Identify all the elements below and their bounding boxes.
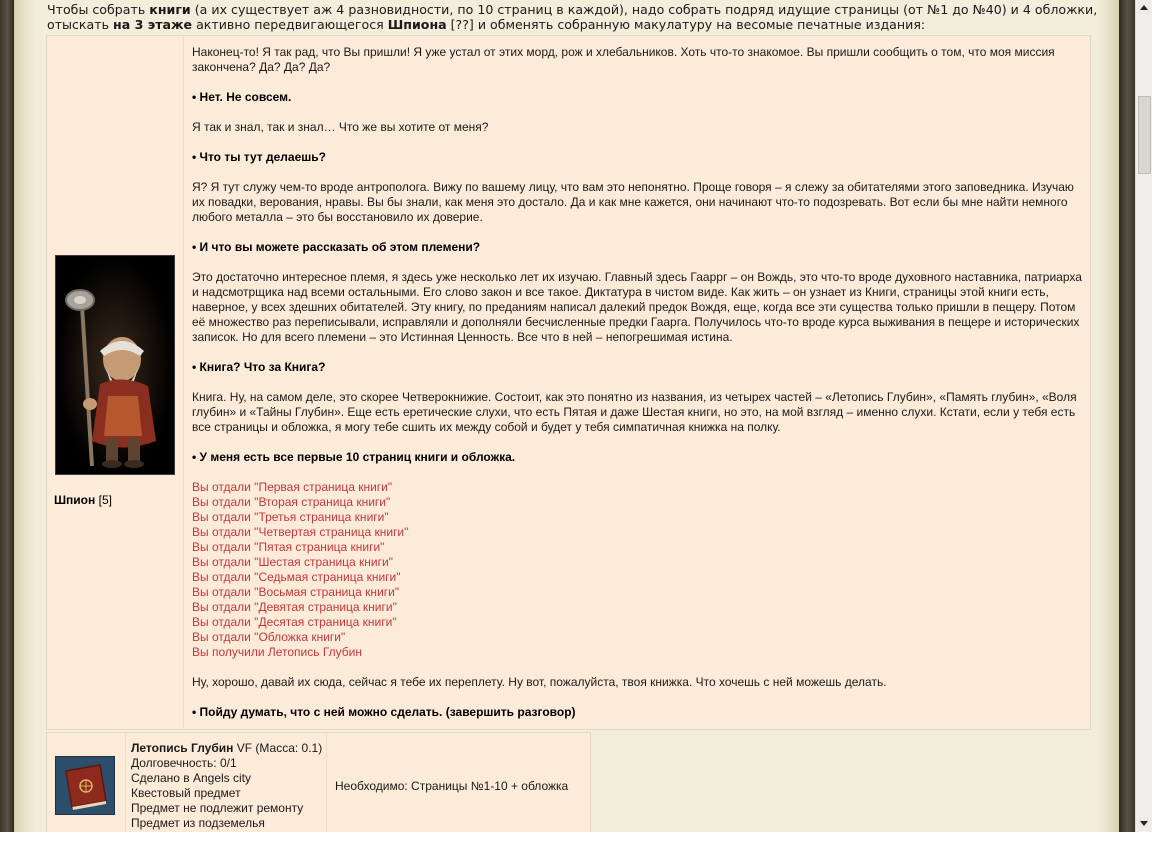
log-line: Вы отдали "Пятая страница книги" — [192, 540, 385, 554]
item-requirement-cell — [326, 733, 590, 832]
intro-bold-books: книги — [149, 2, 191, 17]
arrow-down-icon — [1140, 821, 1148, 826]
end-dialog-option[interactable]: • Пойду думать, что с ней можно сделать. (завершить разговор) — [192, 705, 576, 719]
npc-line: Наконец-то! Я так рад, что Вы пришли! Я уже устал от этих морд, рож и хлебальников. Хоть что-то знакомое. Вы пришли сообщить о том, что моя миссия закончена? Да? Да? Да? — [192, 45, 1055, 74]
arrow-up-icon — [1140, 5, 1148, 10]
log-line: Вы отдали "Первая страница книги" — [192, 480, 393, 494]
window-bottom-edge — [0, 832, 1152, 864]
dialog-option: • Нет. Не совсем. — [192, 90, 292, 104]
item-info — [131, 741, 326, 831]
item-icon-cell — [47, 733, 126, 832]
npc-line: Я? Я тут служу чем-то вроде антрополога. Вижу по вашему лицу, что вам это непонятно. Проще говоря – я слежу за обитателями этого заповедника. Изучаю их повадки, верования, нравы. Вы бы знали, как меня это достало. Да и как мне кажется, они начинают что-то подозревать. Вот если бы мне найти немного любого металла – это бы восстановило их доверие. — [192, 180, 1074, 224]
dialog-option: • Книга? Что за Книга? — [192, 360, 326, 374]
item-durability: Долговечность: 0/1 — [131, 756, 237, 770]
transaction-log — [192, 480, 1084, 660]
intro-bold-floor: на 3 этаже — [113, 17, 193, 32]
log-line: Вы отдали "Четвертая страница книги" — [192, 525, 409, 539]
npc-line: Ну, хорошо, давай их сюда, сейчас я тебе их переплету. Ну вот, пожалуйста, твоя книжка. Что хочешь с ней можешь делать. — [192, 675, 887, 689]
log-line: Вы отдали "Седьмая страница книги" — [192, 570, 401, 584]
item-image[interactable] — [55, 756, 115, 815]
dialog-text — [192, 45, 1084, 735]
npc-level[interactable]: [5] — [98, 493, 112, 507]
dialog-option: • И что вы можете рассказать об этом племени? — [192, 240, 481, 254]
dialog-option: • Что ты тут делаешь? — [192, 150, 326, 164]
parchment-background — [14, 0, 1119, 832]
spy-figure-icon — [56, 256, 174, 474]
log-line: Вы отдали "Шестая страница книги" — [192, 555, 393, 569]
log-line: Вы отдали "Десятая страница книги" — [192, 615, 397, 629]
log-line: Вы отдали "Вторая страница книги" — [192, 495, 391, 509]
npc-line: Это достаточно интересное племя, я здесь уже несколько лет их изучаю. Главный здесь Гааррг – он Вождь, это что-то вроде духовного наставника, патриарха и надсмотрщика над всеми остальными. Его слово закон и все такое. Диктатура в чистом виде. Как жить – он узнает из Книги, страницы этой книги есть, наверное, у всех здешних обитателей. Эту книгу, по преданиям написал далекий предок Вождя, еще, когда все эти существа только пришли в пещеру. Потом её множество раз переписывали, исправляли и дополняли бесчисленные предки Гаарга. Получилось что-то вроде курса выживания в пещере и исторических записок. Но для всего племени – это Истинная Ценность. Все что в ней – непогрешимая истина. — [192, 270, 1082, 344]
npc-caption — [54, 493, 112, 507]
intro-bold-spy: Шпиона — [387, 17, 447, 32]
log-line: Вы отдали "Восьмая страница книги" — [192, 585, 400, 599]
intro-part: активно передвигающегося — [192, 17, 388, 32]
intro-part: [??] и обменять собранную макулатуру на весомые печатные издания: — [446, 17, 926, 32]
log-line: Вы получили Летопись Глубин — [192, 645, 363, 659]
npc-line: Книга. Ну, на самом деле, это скорее Четверокнижие. Состоит, как это понятно из названия, из четырех частей – «Летопись Глубин», «Память глубин», «Воля глубин» и «Тайны Глубин». Еще есть еретические слухи, что есть Пятая и даже Шестая книги, но это, на мой взгляд – именно слухи. Кстати, если у тебя есть все страницы и обложка, я могу тебе сшить их между собой и будет у тебя симпатичная книжка на полку. — [192, 390, 1077, 434]
item-dungeon: Предмет из подземелья — [131, 816, 265, 830]
item-made: Сделано в Angels city — [131, 771, 251, 785]
item-name: Летопись Глубин — [131, 741, 234, 755]
vertical-scrollbar[interactable] — [1135, 0, 1152, 832]
npc-line: Я так и знал, так и знал… Что же вы хотите от меня? — [192, 120, 489, 134]
npc-name: Шпион — [54, 493, 96, 507]
dialog-option: • У меня есть все первые 10 страниц книги и обложка. — [192, 450, 516, 464]
log-line: Вы отдали "Третья страница книги" — [192, 510, 389, 524]
frame-right-border — [1119, 0, 1135, 832]
intro-part: (а их существует аж 4 разновидности, по 10 страниц в каждой), надо собрать подряд идущие страницы (от №1 до №40) и 4 обложки, отыскать — [47, 2, 1098, 32]
frame-left-border — [0, 0, 14, 832]
intro-part: Чтобы собрать — [47, 2, 150, 17]
scroll-down-button[interactable] — [1138, 817, 1151, 830]
item-norepair: Предмет не подлежит ремонту — [131, 801, 304, 815]
item-requirement: Необходимо: Страницы №1-10 + обложка — [335, 779, 569, 793]
scroll-thumb[interactable] — [1138, 96, 1151, 174]
npc-dialog-panel — [46, 35, 1091, 730]
item-card — [46, 732, 591, 832]
item-quest: Квестовый предмет — [131, 786, 241, 800]
log-line: Вы отдали "Обложка книги" — [192, 630, 346, 644]
intro-text — [47, 2, 1107, 32]
log-line: Вы отдали "Девятая страница книги" — [192, 600, 397, 614]
npc-portrait — [55, 255, 175, 475]
npc-column — [47, 36, 184, 729]
scroll-up-button[interactable] — [1138, 2, 1151, 15]
book-icon — [56, 757, 114, 814]
item-meta: VF (Масса: 0.1) — [236, 741, 323, 755]
